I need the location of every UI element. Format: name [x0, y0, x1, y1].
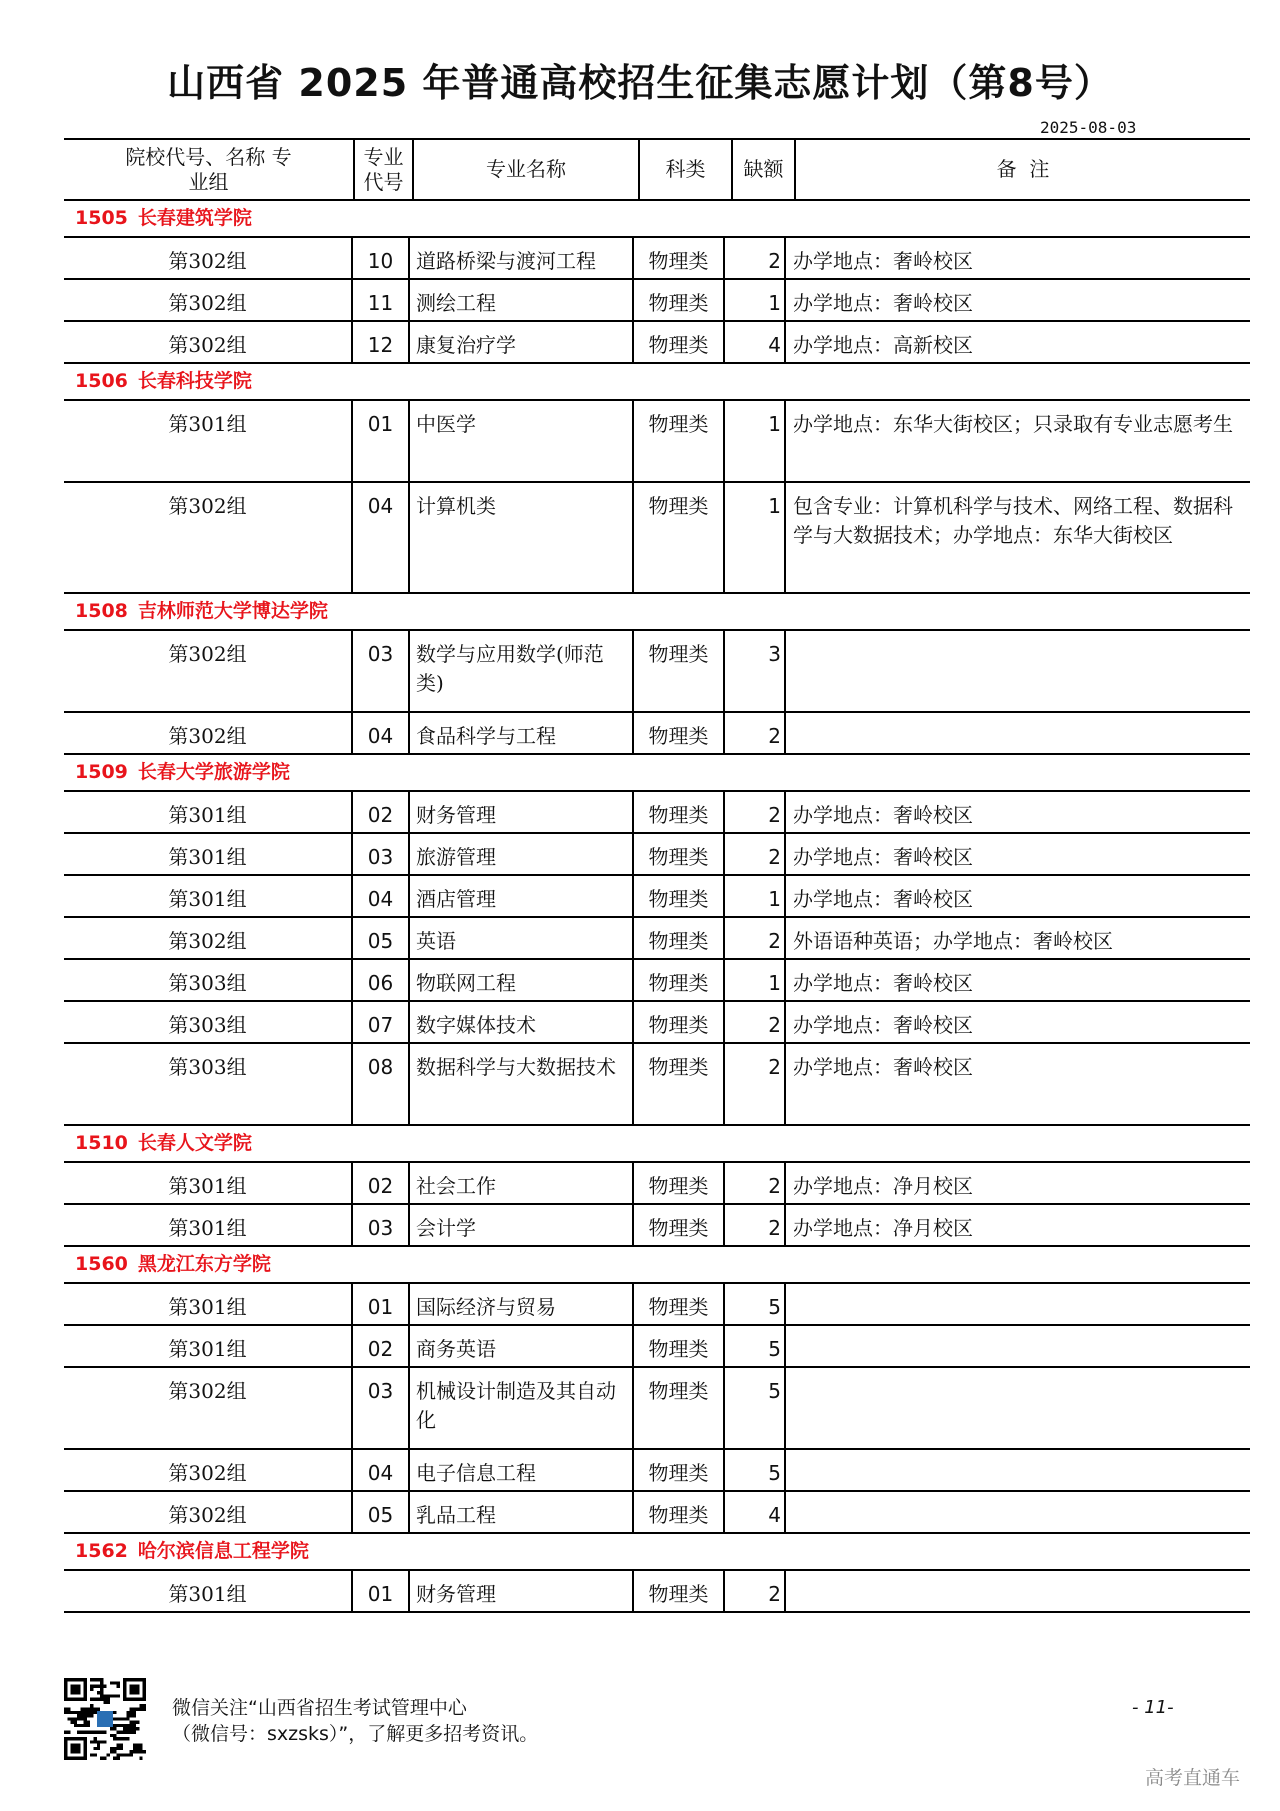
- qr-code-icon: [64, 1678, 146, 1760]
- table-row: [64, 792, 1250, 834]
- institution-heading: [64, 1247, 1250, 1284]
- category-cell: 物理类: [634, 876, 725, 916]
- vacancy-cell: 1: [725, 960, 786, 1000]
- table-row: [64, 834, 1250, 876]
- institution-name: 长春科技学院: [137, 370, 252, 392]
- major-code-cell: 01: [353, 1571, 410, 1611]
- institution-name: 黑龙江东方学院: [137, 1253, 271, 1275]
- major-code-cell: 11: [353, 280, 410, 320]
- category-cell: 物理类: [634, 1571, 725, 1611]
- institution-name: 长春大学旅游学院: [137, 761, 290, 783]
- group-cell: 第302组: [64, 483, 353, 592]
- header-note: 备 注: [996, 157, 1050, 181]
- institution-code: 1510: [75, 1132, 128, 1154]
- major-name-cell: 道路桥梁与渡河工程: [410, 238, 634, 278]
- institution-code: 1508: [75, 600, 128, 622]
- major-name-cell: 乳品工程: [410, 1492, 634, 1532]
- table-row: [64, 1368, 1250, 1450]
- major-name-cell: 物联网工程: [410, 960, 634, 1000]
- page-title: 山西省 2025 年普通高校招生征集志愿计划（第8号）: [167, 61, 1113, 105]
- major-name-cell: 商务英语: [410, 1326, 634, 1366]
- table-row: [64, 401, 1250, 483]
- group-cell: 第302组: [64, 1368, 353, 1448]
- institution-name: 长春建筑学院: [137, 207, 252, 229]
- major-code-cell: 05: [353, 918, 410, 958]
- table-row: [64, 1163, 1250, 1205]
- category-cell: 物理类: [634, 322, 725, 362]
- note-cell: 办学地点：净月校区: [793, 1174, 973, 1198]
- note-cell: 外语语种英语；办学地点：奢岭校区: [793, 929, 1113, 953]
- header-vacancy: 缺额: [733, 140, 796, 199]
- major-code-cell: 04: [353, 483, 410, 592]
- category-cell: 物理类: [634, 834, 725, 874]
- note-cell: 办学地点：东华大街校区；只录取有专业志愿考生: [793, 412, 1233, 436]
- group-cell: 第302组: [64, 918, 353, 958]
- major-code-cell: 04: [353, 876, 410, 916]
- note-cell: 办学地点：奢岭校区: [793, 971, 973, 995]
- header-institution-group: [64, 140, 355, 199]
- header-institution-group-label: 院校代号、名称 专业组: [125, 144, 292, 194]
- major-name-cell: 机械设计制造及其自动化: [410, 1368, 634, 1448]
- major-name-cell: 酒店管理: [410, 876, 634, 916]
- institution-code: 1509: [75, 761, 128, 783]
- group-cell: 第302组: [64, 1492, 353, 1532]
- header-category: 科类: [640, 140, 733, 199]
- major-name-cell: 康复治疗学: [410, 322, 634, 362]
- major-code-cell: 08: [353, 1044, 410, 1124]
- category-cell: 物理类: [634, 918, 725, 958]
- table-row: [64, 280, 1250, 322]
- table-row: [64, 960, 1250, 1002]
- category-cell: 物理类: [634, 713, 725, 753]
- vacancy-cell: 2: [725, 713, 786, 753]
- table-row: [64, 1450, 1250, 1492]
- group-cell: 第301组: [64, 834, 353, 874]
- table-body: [64, 201, 1250, 1613]
- major-name-cell: 电子信息工程: [410, 1450, 634, 1490]
- major-name-cell: 数学与应用数学(师范类): [410, 631, 634, 711]
- major-code-cell: 04: [353, 1450, 410, 1490]
- group-cell: 第301组: [64, 1571, 353, 1611]
- vacancy-cell: 2: [725, 1044, 786, 1124]
- institution-heading: [64, 1126, 1250, 1163]
- category-cell: 物理类: [634, 1326, 725, 1366]
- category-cell: 物理类: [634, 483, 725, 592]
- major-code-cell: 02: [353, 792, 410, 832]
- vacancy-cell: 2: [725, 834, 786, 874]
- table-row: [64, 238, 1250, 280]
- table-row: [64, 1284, 1250, 1326]
- vacancy-cell: 2: [725, 1571, 786, 1611]
- category-cell: 物理类: [634, 401, 725, 481]
- major-code-cell: 03: [353, 834, 410, 874]
- publish-date: 2025-08-03: [1040, 118, 1137, 137]
- major-code-cell: 03: [353, 1368, 410, 1448]
- table-row: [64, 876, 1250, 918]
- vacancy-cell: 4: [725, 322, 786, 362]
- table-row: [64, 1002, 1250, 1044]
- note-cell: 办学地点：奢岭校区: [793, 887, 973, 911]
- institution-heading: [64, 755, 1250, 792]
- major-name-cell: 食品科学与工程: [410, 713, 634, 753]
- major-name-cell: 会计学: [410, 1205, 634, 1245]
- institution-name: 哈尔滨信息工程学院: [137, 1540, 309, 1562]
- note-cell: [786, 1368, 1250, 1448]
- institution-name: 长春人文学院: [137, 1132, 252, 1154]
- institution-code: 1505: [75, 207, 128, 229]
- note-cell: 办学地点：净月校区: [793, 1216, 973, 1240]
- major-code-cell: 02: [353, 1326, 410, 1366]
- institution-heading: [64, 201, 1250, 238]
- note-cell: 办学地点：奢岭校区: [793, 1013, 973, 1037]
- vacancy-cell: 2: [725, 1002, 786, 1042]
- vacancy-cell: 5: [725, 1326, 786, 1366]
- note-cell: 包含专业：计算机科学与技术、网络工程、数据科学与大数据技术；办学地点：东华大街校区: [793, 494, 1233, 547]
- note-cell: [786, 713, 1250, 753]
- table-row: [64, 713, 1250, 755]
- group-cell: 第301组: [64, 1205, 353, 1245]
- institution-code: 1560: [75, 1253, 128, 1275]
- plan-table: [64, 138, 1250, 1613]
- note-cell: [786, 1571, 1250, 1611]
- major-code-cell: 01: [353, 1284, 410, 1324]
- major-code-cell: 03: [353, 1205, 410, 1245]
- major-name-cell: 财务管理: [410, 1571, 634, 1611]
- category-cell: 物理类: [634, 1450, 725, 1490]
- group-cell: 第301组: [64, 1284, 353, 1324]
- note-cell: [786, 1492, 1250, 1532]
- major-code-cell: 03: [353, 631, 410, 711]
- vacancy-cell: 2: [725, 918, 786, 958]
- institution-name: 吉林师范大学博达学院: [137, 600, 328, 622]
- vacancy-cell: 4: [725, 1492, 786, 1532]
- institution-code: 1562: [75, 1540, 128, 1562]
- category-cell: 物理类: [634, 960, 725, 1000]
- vacancy-cell: 1: [725, 876, 786, 916]
- vacancy-cell: 2: [725, 1163, 786, 1203]
- note-cell: 办学地点：奢岭校区: [793, 249, 973, 273]
- group-cell: 第303组: [64, 1002, 353, 1042]
- major-name-cell: 英语: [410, 918, 634, 958]
- table-header: [64, 140, 1250, 201]
- note-cell: [786, 1326, 1250, 1366]
- category-cell: 物理类: [634, 1368, 725, 1448]
- vacancy-cell: 2: [725, 1205, 786, 1245]
- vacancy-cell: 2: [725, 238, 786, 278]
- major-code-cell: 06: [353, 960, 410, 1000]
- major-name-cell: 数据科学与大数据技术: [410, 1044, 634, 1124]
- table-row: [64, 1326, 1250, 1368]
- note-cell: 办学地点：奢岭校区: [793, 291, 973, 315]
- note-cell: [786, 1284, 1250, 1324]
- note-cell: 办学地点：高新校区: [793, 333, 973, 357]
- institution-code: 1506: [75, 370, 128, 392]
- table-row: [64, 1492, 1250, 1534]
- footer-line-1: 微信关注“山西省招生考试管理中心: [172, 1697, 467, 1719]
- group-cell: 第302组: [64, 713, 353, 753]
- major-name-cell: 国际经济与贸易: [410, 1284, 634, 1324]
- group-cell: 第302组: [64, 1450, 353, 1490]
- table-row: [64, 483, 1250, 594]
- note-cell: [786, 631, 1250, 711]
- table-row: [64, 631, 1250, 713]
- vacancy-cell: 1: [725, 483, 786, 592]
- group-cell: 第301组: [64, 401, 353, 481]
- header-major-code-label: 专业 代号: [363, 144, 404, 194]
- table-row: [64, 322, 1250, 364]
- category-cell: 物理类: [634, 238, 725, 278]
- group-cell: 第303组: [64, 1044, 353, 1124]
- category-cell: 物理类: [634, 280, 725, 320]
- footer-line-2: （微信号：sxzsks）”，了解更多招考资讯。: [172, 1723, 539, 1745]
- group-cell: 第302组: [64, 280, 353, 320]
- vacancy-cell: 5: [725, 1284, 786, 1324]
- table-row: [64, 1205, 1250, 1247]
- group-cell: 第301组: [64, 876, 353, 916]
- major-code-cell: 04: [353, 713, 410, 753]
- major-code-cell: 05: [353, 1492, 410, 1532]
- group-cell: 第301组: [64, 1163, 353, 1203]
- note-cell: 办学地点：奢岭校区: [793, 845, 973, 869]
- vacancy-cell: 5: [725, 1368, 786, 1448]
- major-name-cell: 旅游管理: [410, 834, 634, 874]
- major-name-cell: 测绘工程: [410, 280, 634, 320]
- vacancy-cell: 3: [725, 631, 786, 711]
- major-code-cell: 01: [353, 401, 410, 481]
- group-cell: 第302组: [64, 322, 353, 362]
- vacancy-cell: 1: [725, 401, 786, 481]
- group-cell: 第301组: [64, 792, 353, 832]
- vacancy-cell: 1: [725, 280, 786, 320]
- category-cell: 物理类: [634, 1002, 725, 1042]
- table-row: [64, 1571, 1250, 1613]
- group-cell: 第302组: [64, 631, 353, 711]
- major-code-cell: 07: [353, 1002, 410, 1042]
- major-name-cell: 计算机类: [410, 483, 634, 592]
- institution-heading: [64, 364, 1250, 401]
- watermark-text: 高考直通车: [1145, 1767, 1241, 1789]
- category-cell: 物理类: [634, 1492, 725, 1532]
- footer-notice: [172, 1695, 538, 1747]
- header-major-code: [355, 140, 414, 199]
- table-row: [64, 1044, 1250, 1126]
- major-name-cell: 社会工作: [410, 1163, 634, 1203]
- major-code-cell: 02: [353, 1163, 410, 1203]
- major-code-cell: 10: [353, 238, 410, 278]
- note-cell: 办学地点：奢岭校区: [793, 803, 973, 827]
- category-cell: 物理类: [634, 792, 725, 832]
- note-cell: 办学地点：奢岭校区: [793, 1055, 973, 1079]
- table-row: [64, 918, 1250, 960]
- group-cell: 第303组: [64, 960, 353, 1000]
- group-cell: 第302组: [64, 238, 353, 278]
- page-number: - 11-: [1132, 1697, 1174, 1718]
- group-cell: 第301组: [64, 1326, 353, 1366]
- category-cell: 物理类: [634, 1044, 725, 1124]
- note-cell: [786, 1450, 1250, 1490]
- category-cell: 物理类: [634, 631, 725, 711]
- header-major-name: 专业名称: [414, 140, 640, 199]
- major-name-cell: 数字媒体技术: [410, 1002, 634, 1042]
- major-name-cell: 中医学: [410, 401, 634, 481]
- category-cell: 物理类: [634, 1284, 725, 1324]
- category-cell: 物理类: [634, 1205, 725, 1245]
- category-cell: 物理类: [634, 1163, 725, 1203]
- vacancy-cell: 2: [725, 792, 786, 832]
- institution-heading: [64, 1534, 1250, 1571]
- major-name-cell: 财务管理: [410, 792, 634, 832]
- institution-heading: [64, 594, 1250, 631]
- vacancy-cell: 5: [725, 1450, 786, 1490]
- major-code-cell: 12: [353, 322, 410, 362]
